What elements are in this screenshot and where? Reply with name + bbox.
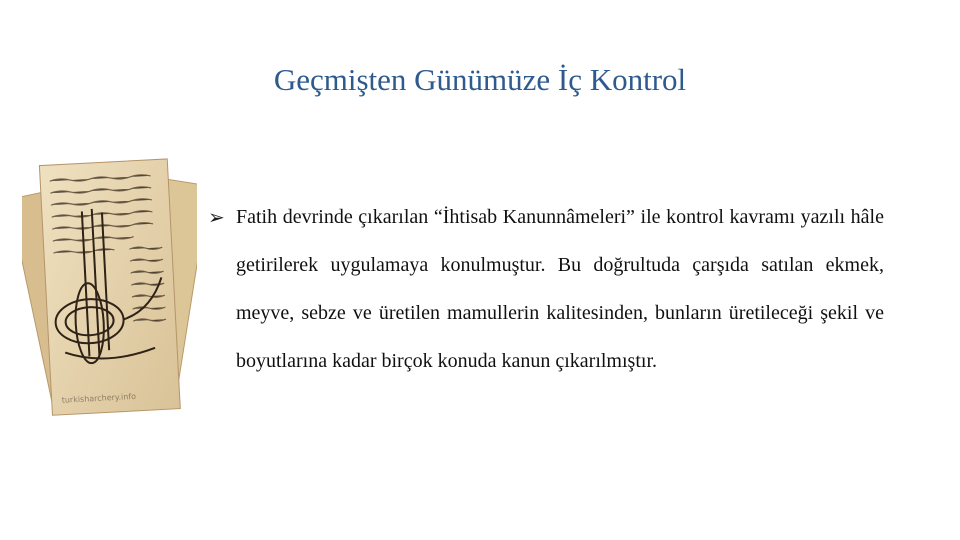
bullet-item <box>208 193 884 385</box>
arrowhead-bullet-icon: ➢ <box>208 205 225 229</box>
manuscript-image <box>22 150 197 425</box>
watermark-text: turkisharchery.info <box>61 391 137 405</box>
bullet-list <box>208 193 884 385</box>
slide-title: Geçmişten Günümüze İç Kontrol <box>273 62 687 97</box>
bullet-paragraph: Fatih devrinde çıkarılan “İhtisab Kanunnâmeleri” ile kontrol kavramı yazılı hâle getirilerek uygulamaya konulmuştur. Bu doğrultuda çarşıda satılan ekmek, meyve, sebze ve üretilen mamullerin kalitesinden, bunların üretileceği şekil ve boyutlarına kadar birçok konuda kanun çıkarılmıştır. <box>236 206 884 372</box>
